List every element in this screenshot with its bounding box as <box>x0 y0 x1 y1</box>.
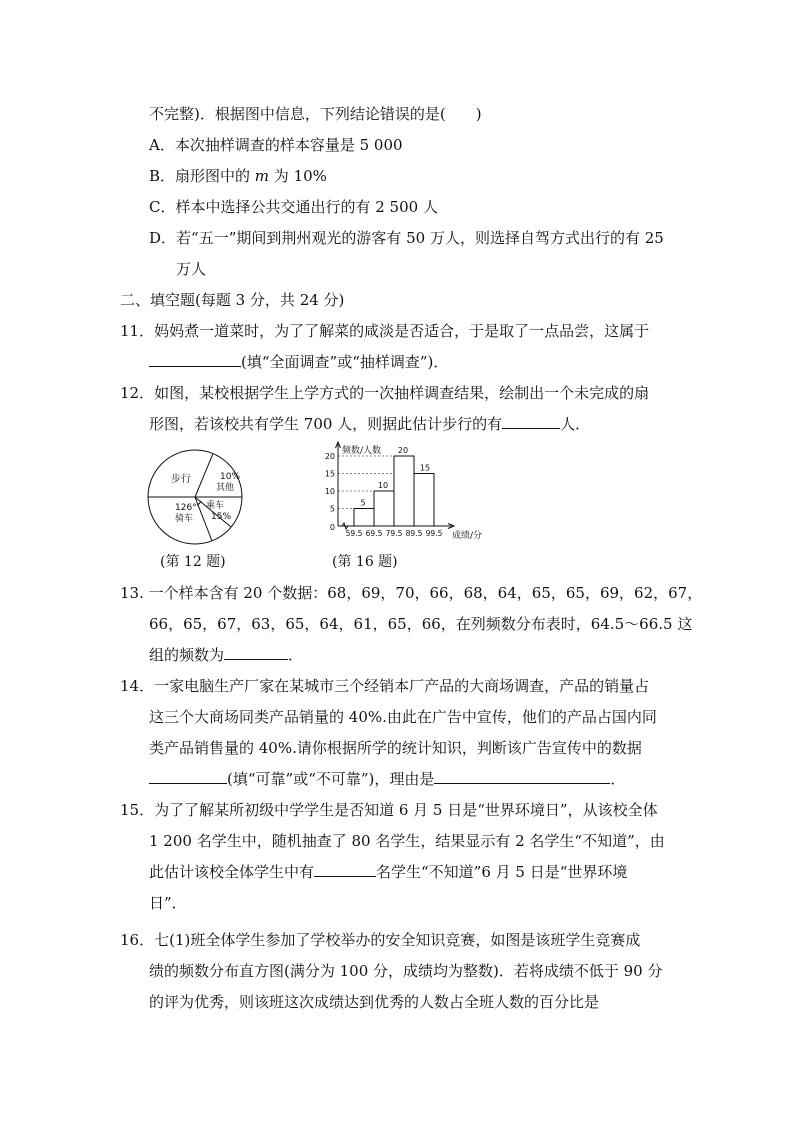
x-tick-label: 89.5 <box>405 529 423 538</box>
q14-answer-blank-reliable[interactable] <box>149 769 227 784</box>
histogram-bar <box>374 491 394 526</box>
x-tick-label: 59.5 <box>345 529 363 538</box>
q12-line2 <box>149 414 590 434</box>
q13-line1: 13. 一个样本含有 20 个数据：68，69，70，66，68，64，65，65，69，62，67， <box>120 584 703 602</box>
pie-label-bike: 骑车 <box>175 514 194 524</box>
q10-option-c: C．样本中选择公共交通出行的有 2 500 人 <box>149 198 438 216</box>
q10-option-b-pre: B．扇形图中的 <box>149 167 255 185</box>
pie-divider-other <box>195 454 213 497</box>
pie-label-other-pct: 10% <box>220 472 241 482</box>
q15-line3 <box>149 862 627 882</box>
pie-label-bus-pct: 15% <box>211 512 232 522</box>
q13-line3-pre: 组的频数为 <box>149 646 225 664</box>
q11-line1: 11．妈妈煮一道菜时，为了了解菜的咸淡是否适合，于是取了一点品尝，这属于 <box>120 322 650 340</box>
q11-answer-blank[interactable] <box>149 352 241 367</box>
q10-option-a: A．本次抽样调查的样本容量是 5 000 <box>149 136 403 154</box>
q15-line3-pre: 此估计该校全体学生中有 <box>149 863 315 881</box>
y-tick-label: 5 <box>329 504 335 514</box>
section-title: 二、填空题(每题 3 分，共 24 分) <box>120 291 345 309</box>
y-tick-label: 0 <box>329 523 335 532</box>
x-tick-label: 99.5 <box>425 529 443 538</box>
bar-data-label: 20 <box>397 446 409 455</box>
x-tick-label: 79.5 <box>385 529 403 538</box>
q14-line4 <box>149 769 625 789</box>
q11-line2 <box>149 352 448 372</box>
q16-line1: 16．七(1)班全体学生参加了学校举办的安全知识竞赛，如图是该班学生竞赛成 <box>120 931 641 949</box>
q16-line3: 的评为优秀，则该班这次成绩达到优秀的人数占全班人数的百分比是 <box>149 993 600 1011</box>
q15-answer-blank[interactable] <box>314 862 376 877</box>
q15-line3-post: 名学生“不知道”6 月 5 日是“世界环境 <box>376 863 628 881</box>
histogram-bar <box>414 474 434 527</box>
q12-answer-blank[interactable] <box>502 414 560 429</box>
q12-line2-pre: 形图，若该校共有学生 700 人，则据此估计步行的有 <box>149 415 503 433</box>
q14-line4-mid: (填“可靠”或“不可靠”)，理由是 <box>227 770 435 788</box>
q13-line2: 66，65，67，63，65，64，61，65，66，在列频数分布表时，64.5～66.5 这 <box>149 615 693 633</box>
q13-line3-post: ． <box>288 646 304 664</box>
pie-label-bike-deg: 126° <box>175 503 197 513</box>
q14-answer-blank-reason[interactable] <box>434 769 610 784</box>
q10-option-d-line2: 万人 <box>176 260 207 278</box>
bar-data-label: 10 <box>377 481 389 490</box>
q15-line1: 15．为了了解某所初级中学学生是否知道 6 月 5 日是“世界环境日”，从该校全体 <box>120 801 658 819</box>
q16-line2: 绩的频数分布直方图(满分为 100 分，成绩均为整数)．若将成绩不低于 90 分 <box>149 962 663 980</box>
pie-label-bus: 乘车 <box>206 501 225 511</box>
figure-16-histogram <box>318 440 493 548</box>
q12-line1: 12．如图，某校根据学生上学方式的一次抽样调查结果，绘制出一个未完成的扇 <box>120 384 650 402</box>
pie-label-other: 其他 <box>216 483 235 493</box>
q15-line2: 1 200 名学生中，随机抽查了 80 名学生，结果显示有 2 名学生“不知道”，由 <box>149 832 665 850</box>
bar-data-label: 15 <box>419 463 431 473</box>
y-tick-label: 10 <box>324 487 335 496</box>
q10-option-b-post: 为 10% <box>269 167 327 185</box>
q10-option-b-var: m <box>254 167 270 185</box>
q11-line2-text: (填“全面调查”或“抽样调查”)． <box>241 353 449 371</box>
q14-line4-post: ． <box>610 770 626 788</box>
q12-line2-post: 人． <box>560 415 591 433</box>
pie-label-walk: 步行 <box>171 474 191 485</box>
figure-12-pie <box>142 444 248 550</box>
q10-option-b <box>149 166 327 186</box>
q13-answer-blank[interactable] <box>224 645 288 660</box>
q14-line3: 类产品销售量的 40%.请你根据所学的统计知识，判断该广告宣传中的数据 <box>149 739 642 757</box>
q10-stem-end: 不完整)．根据图中信息，下列结论错误的是( ) <box>149 105 482 123</box>
q10-option-d-line1: D．若“五一”期间到荆州观光的游客有 50 万人，则选择自驾方式出行的有 25 <box>149 229 664 247</box>
y-tick-label: 15 <box>324 469 335 479</box>
y-tick-label: 20 <box>324 452 335 461</box>
bar-data-label: 5 <box>360 498 366 508</box>
q15-line4: 日”． <box>149 894 187 912</box>
q14-line1: 14．一家电脑生产厂家在某城市三个经销本厂产品的大商场调查，产品的销量占 <box>120 677 650 695</box>
histogram-bar <box>394 456 414 526</box>
q13-line3 <box>149 645 303 665</box>
histogram-ylabel: 频数/人数 <box>342 446 382 456</box>
figure-16-caption: (第 16 题) <box>332 554 398 570</box>
x-tick-label: 69.5 <box>365 529 383 538</box>
figure-12-caption: (第 12 题) <box>160 554 226 570</box>
q14-line2: 这三个大商场同类产品销量的 40%.由此在广告中宣传，他们的产品占国内同 <box>149 708 657 726</box>
histogram-xlabel: 成绩/分 <box>452 531 483 541</box>
histogram-bar <box>354 509 374 527</box>
